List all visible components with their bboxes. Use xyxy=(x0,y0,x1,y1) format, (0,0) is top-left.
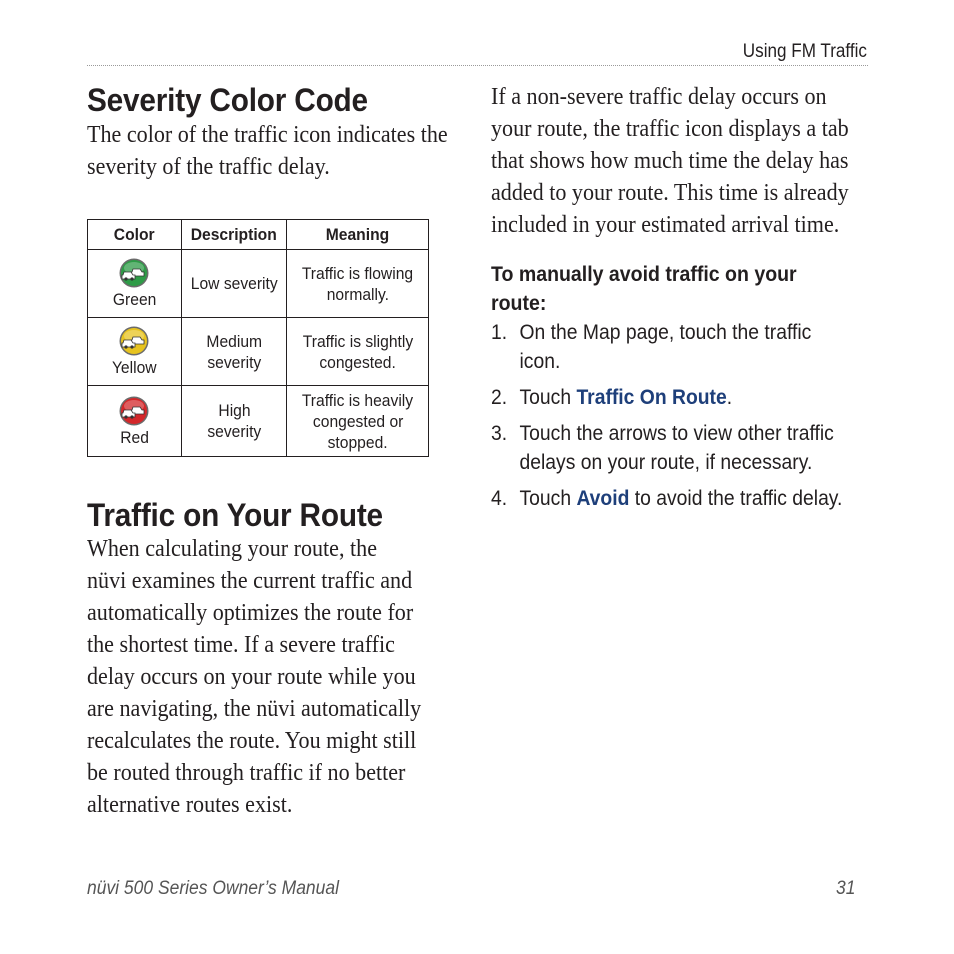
delay-paragraph-line: added to your route. This time is already xyxy=(491,180,849,206)
table-header-meaning: Meaning xyxy=(287,220,429,250)
step-text: Touch the arrows to view other traffic delays on your route, if necessary. xyxy=(519,422,834,474)
step-number: 3. xyxy=(491,422,508,445)
step-3 xyxy=(491,419,877,479)
step-1 xyxy=(491,318,877,378)
description-cell: High severity xyxy=(181,386,287,457)
route-body-line: automatically optimizes the route for xyxy=(87,600,414,626)
color-name: Yellow xyxy=(111,358,157,377)
route-body-line: be routed through traffic if no better xyxy=(87,760,406,786)
color-cell xyxy=(88,386,182,457)
yellow-traffic-icon xyxy=(118,325,150,357)
route-body-line: recalculates the route. You might still xyxy=(87,728,417,754)
red-traffic-icon xyxy=(118,395,150,427)
table-row xyxy=(88,250,429,318)
meaning-cell: Traffic is flowing normally. xyxy=(287,250,429,318)
step-number: 2. xyxy=(491,386,508,409)
procedure-title: To manually avoid traffic on your route: xyxy=(491,263,797,315)
severity-intro xyxy=(87,119,448,183)
table-row xyxy=(88,386,429,457)
running-header: Using FM Traffic xyxy=(742,41,867,62)
meaning-cell: Traffic is slightly congested. xyxy=(287,318,429,386)
route-body xyxy=(87,533,421,821)
color-cell xyxy=(88,250,182,318)
step-text: On the Map page, touch the traffic icon. xyxy=(519,321,812,373)
traffic-on-route-term: Traffic On Route xyxy=(576,386,727,409)
green-traffic-icon xyxy=(118,257,150,289)
step-text: Touch Traffic On Route. xyxy=(519,386,733,409)
color-name: Red xyxy=(119,427,149,447)
footer-page-number: 31 xyxy=(836,878,856,899)
delay-paragraph-line: your route, the traffic icon displays a tab xyxy=(491,116,849,142)
route-body-line: When calculating your route, the xyxy=(87,536,378,562)
route-body-line: are navigating, the nüvi automatically xyxy=(87,696,422,722)
delay-paragraph xyxy=(491,81,849,241)
route-body-line: alternative routes exist. xyxy=(87,792,293,818)
route-body-line: the shortest time. If a severe traffic xyxy=(87,632,395,658)
table-row xyxy=(88,318,429,386)
route-body-line: nüvi examines the current traffic and xyxy=(87,568,413,594)
step-number: 1. xyxy=(491,321,508,344)
table-header-color: Color xyxy=(88,220,182,250)
color-cell xyxy=(88,318,182,386)
step-4 xyxy=(491,484,877,514)
step-text: Touch Avoid to avoid the traffic delay. xyxy=(519,487,843,510)
header-rule xyxy=(87,65,868,66)
delay-paragraph-line: that shows how much time the delay has xyxy=(491,148,849,174)
step-2 xyxy=(491,383,877,413)
meaning-cell: Traffic is heavily congested or stopped. xyxy=(287,386,429,457)
route-body-line: delay occurs on your route while you xyxy=(87,664,416,690)
footer-manual-title: nüvi 500 Series Owner’s Manual xyxy=(87,878,339,899)
description-cell: Low severity xyxy=(181,250,287,318)
delay-paragraph-line: included in your estimated arrival time. xyxy=(491,212,840,238)
route-section-title: Traffic on Your Route xyxy=(87,497,383,533)
severity-intro-line: The color of the traffic icon indicates the xyxy=(87,122,448,148)
step-number: 4. xyxy=(491,487,508,510)
description-cell: Medium severity xyxy=(181,318,287,386)
table-header-description: Description xyxy=(181,220,287,250)
severity-intro-line: severity of the traffic delay. xyxy=(87,154,330,180)
severity-table xyxy=(87,219,429,457)
severity-section-title: Severity Color Code xyxy=(87,82,368,118)
color-name: Green xyxy=(112,290,157,309)
avoid-term: Avoid xyxy=(576,487,630,510)
delay-paragraph-line: If a non-severe traffic delay occurs on xyxy=(491,84,827,110)
